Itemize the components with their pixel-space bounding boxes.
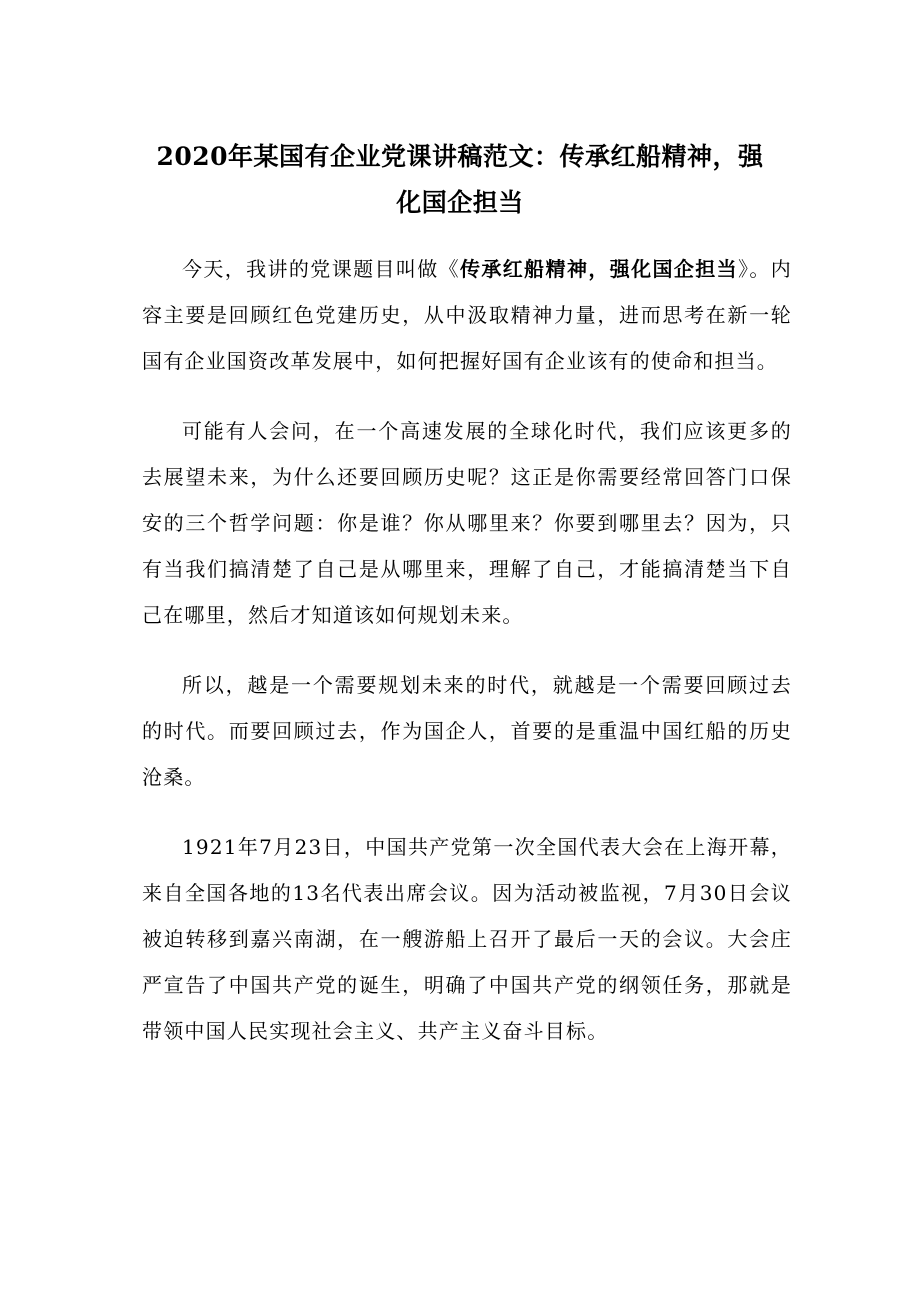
paragraph-1-rest: 》。内容主要是回顾红色党建历史，从中汲取精神力量，进而思考在新一轮国有企业国资改革发展中，如何把握好国有企业该有的使命和担当。 [142, 257, 793, 373]
paragraph-1 [142, 246, 792, 384]
paragraph-3: 所以，越是一个需要规划未来的时代，就越是一个需要回顾过去的时代。而要回顾过去，作为国企人，首要的是重温中国红船的历史沧桑。 [142, 673, 792, 789]
paragraph-1-intro: 今天，我讲的党课题目叫做《 [182, 257, 461, 281]
paragraph-4: 1921年7月23日，中国共产党第一次全国代表大会在上海开幕，来自全国各地的13名代表出席会议。因为活动被监视，7月30日会议被迫转移到嘉兴南湖，在一艘游船上召开了最后一天的会议。大会庄严宣告了中国共产党的诞生，明确了中国共产党的纲领任务，那就是带领中国人民实现社会主义、共产主义奋斗目标。 [142, 835, 792, 1043]
paragraph-2: 可能有人会问，在一个高速发展的全球化时代，我们应该更多的去展望未来，为什么还要回顾历史呢？这正是你需要经常回答门口保安的三个哲学问题：你是谁？你从哪里来？你要到哪里去？因为，只有当我们搞清楚了自己是从哪里来，理解了自己，才能搞清楚当下自己在哪里，然后才知道该如何规划未来。 [142, 419, 792, 627]
document-body [142, 246, 792, 1054]
document-title [130, 134, 790, 226]
title-line-2: 化国企担当 [396, 188, 524, 217]
title-line-1: 2020年某国有企业党课讲稿范文：传承红船精神，强 [156, 142, 764, 171]
lesson-topic-emphasis: 传承红船精神，强化国企担当 [460, 257, 739, 281]
